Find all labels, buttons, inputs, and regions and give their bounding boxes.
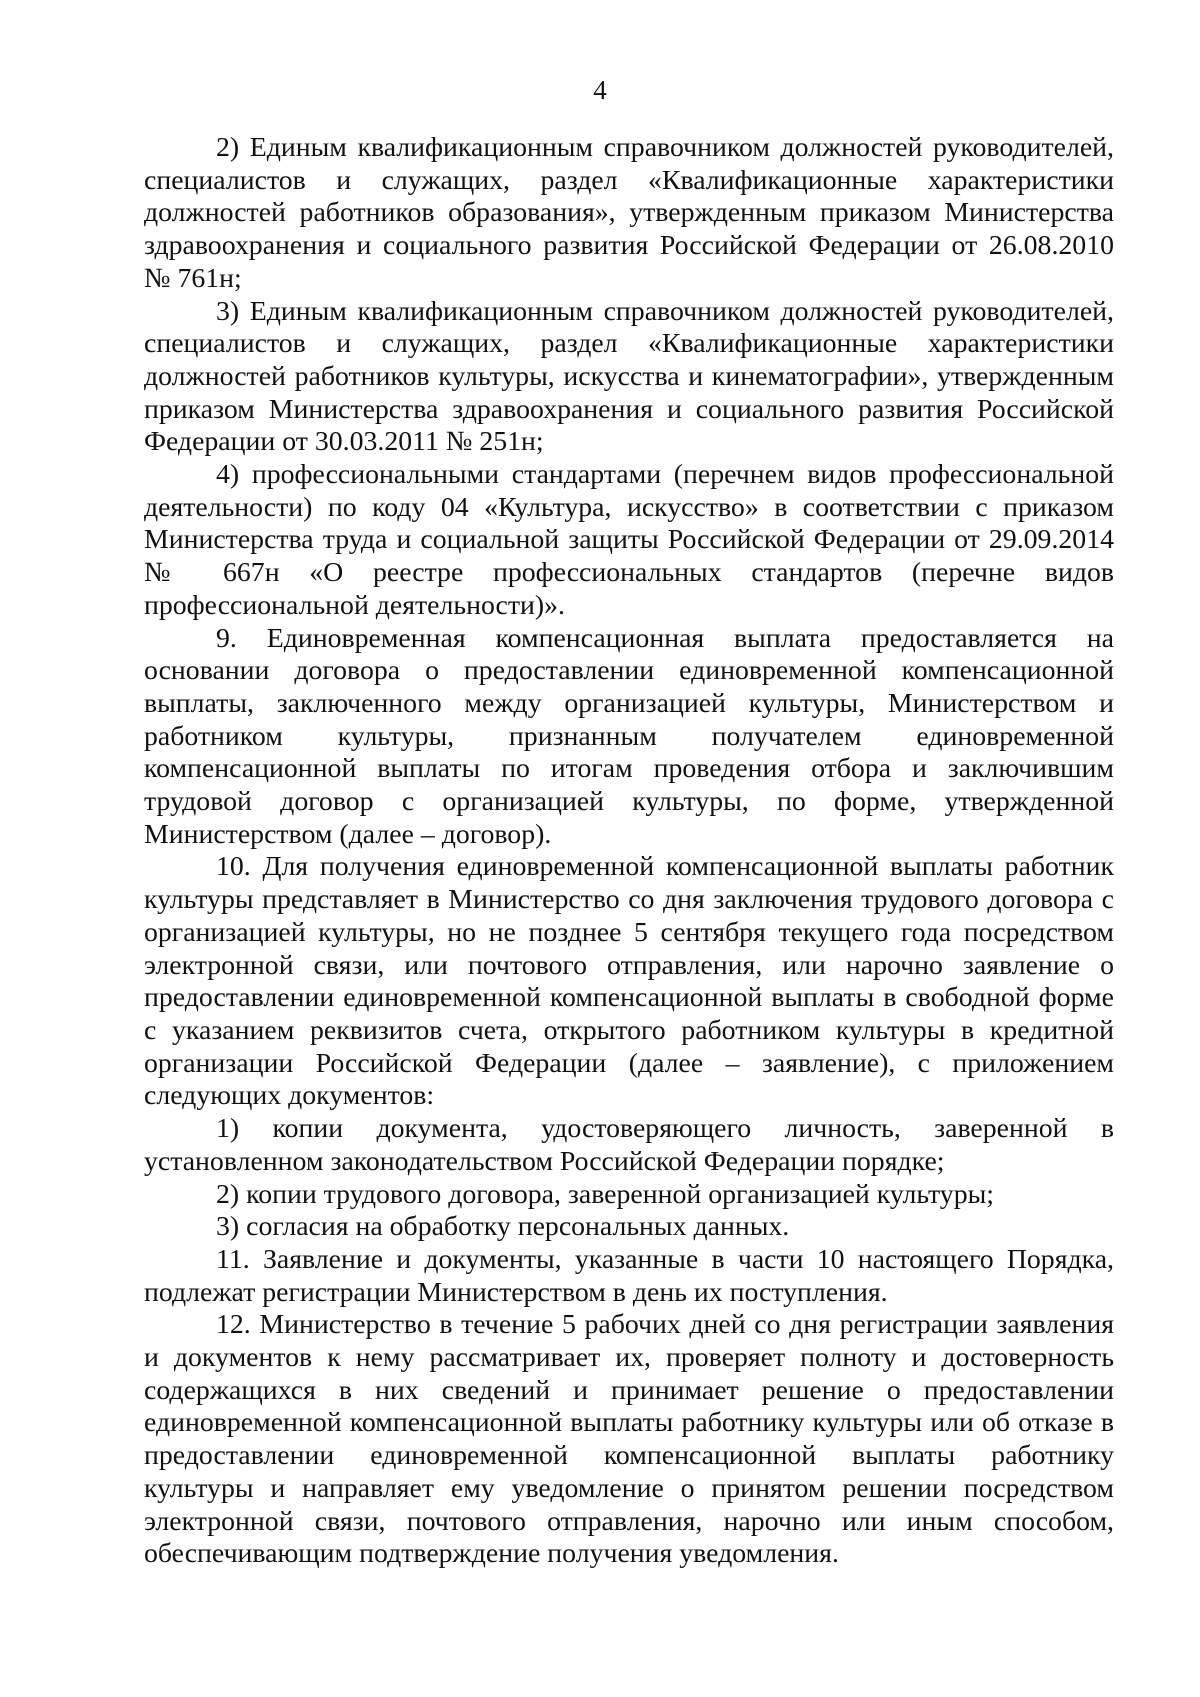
paragraph-doc-item-1: 1) копии документа, удостоверяющего личность, заверенной в установленном законодательством Российской Федерации порядке; (144, 1113, 1114, 1177)
paragraph-item-2: 2) Единым квалификационным справочником должностей руководителей, специалистов и служащих, раздел «Квалификационные характеристики должностей работников образования», утвержденным приказом Министерства здравоохранения и социального развития Российской Федерации от 26.08.2010 № 761н; (144, 132, 1114, 294)
paragraph-doc-item-2: 2) копии трудового договора, заверенной организацией культуры; (216, 1178, 994, 1210)
paragraph-section-11: 11. Заявление и документы, указанные в части 10 настоящего Порядка, подлежат регистрации Министерством в день их поступления. (144, 1243, 1114, 1308)
paragraph-item-4: 4) профессиональными стандартами (перечнем видов профессиональной деятельности) по коду 04 «Культура, искусство» в соответствии с приказом Министерства труда и социальной защиты Российской Федерации от 29.09.2014 № 667н «О реестре профессиональных стандартов (перечне видов профессиональной деятельности)». (144, 459, 1114, 621)
page-number: 4 (593, 75, 607, 105)
paragraph-section-12: 12. Министерство в течение 5 рабочих дней со дня регистрации заявления и документов к нему рассматривает их, проверяет полноту и достоверность содержащихся в них сведений и принимает решение о предоставлении единовременной компенсационной выплаты работнику культуры или об отказе в предоставлении единовременной компенсационной выплаты работнику культуры и направляет ему уведомление о принятом решении посредством электронной связи, почтового отправления, нарочно или иным способом, обеспечивающим подтверждение получения уведомления. (144, 1309, 1114, 1570)
paragraph-section-9: 9. Единовременная компенсационная выплата предоставляется на основании договора о предоставлении единовременной компенсационной выплаты, заключенного между организацией культуры, Министерством и работником культуры, признанным получателем единовременной компенсационной выплаты по итогам проведения отбора и заключившим трудовой договор с организацией культуры, по форме, утвержденной Министерством (далее – договор). (144, 622, 1114, 850)
paragraph-item-3: 3) Единым квалификационным справочником должностей руководителей, специалистов и служащих, раздел «Квалификационные характеристики должностей работников культуры, искусства и кинематографии», утвержденным приказом Министерства здравоохранения и социального развития Российской Федерации от 30.03.2011 № 251н; (144, 295, 1114, 458)
document-body (144, 132, 1114, 1571)
paragraph-doc-item-3: 3) согласия на обработку персональных данных. (216, 1211, 790, 1243)
paragraph-section-10: 10. Для получения единовременной компенсационной выплаты работник культуры представляет в Министерство со дня заключения трудового договора с организацией культуры, но не позднее 5 сентября текущего года посредством электронной связи, или почтового отправления, или нарочно заявление о предоставлении единовременной компенсационной выплаты в свободной форме с указанием реквизитов счета, открытого работником культуры в кредитной организации Российской Федерации (далее – заявление), с приложением следующих документов: (144, 851, 1114, 1112)
